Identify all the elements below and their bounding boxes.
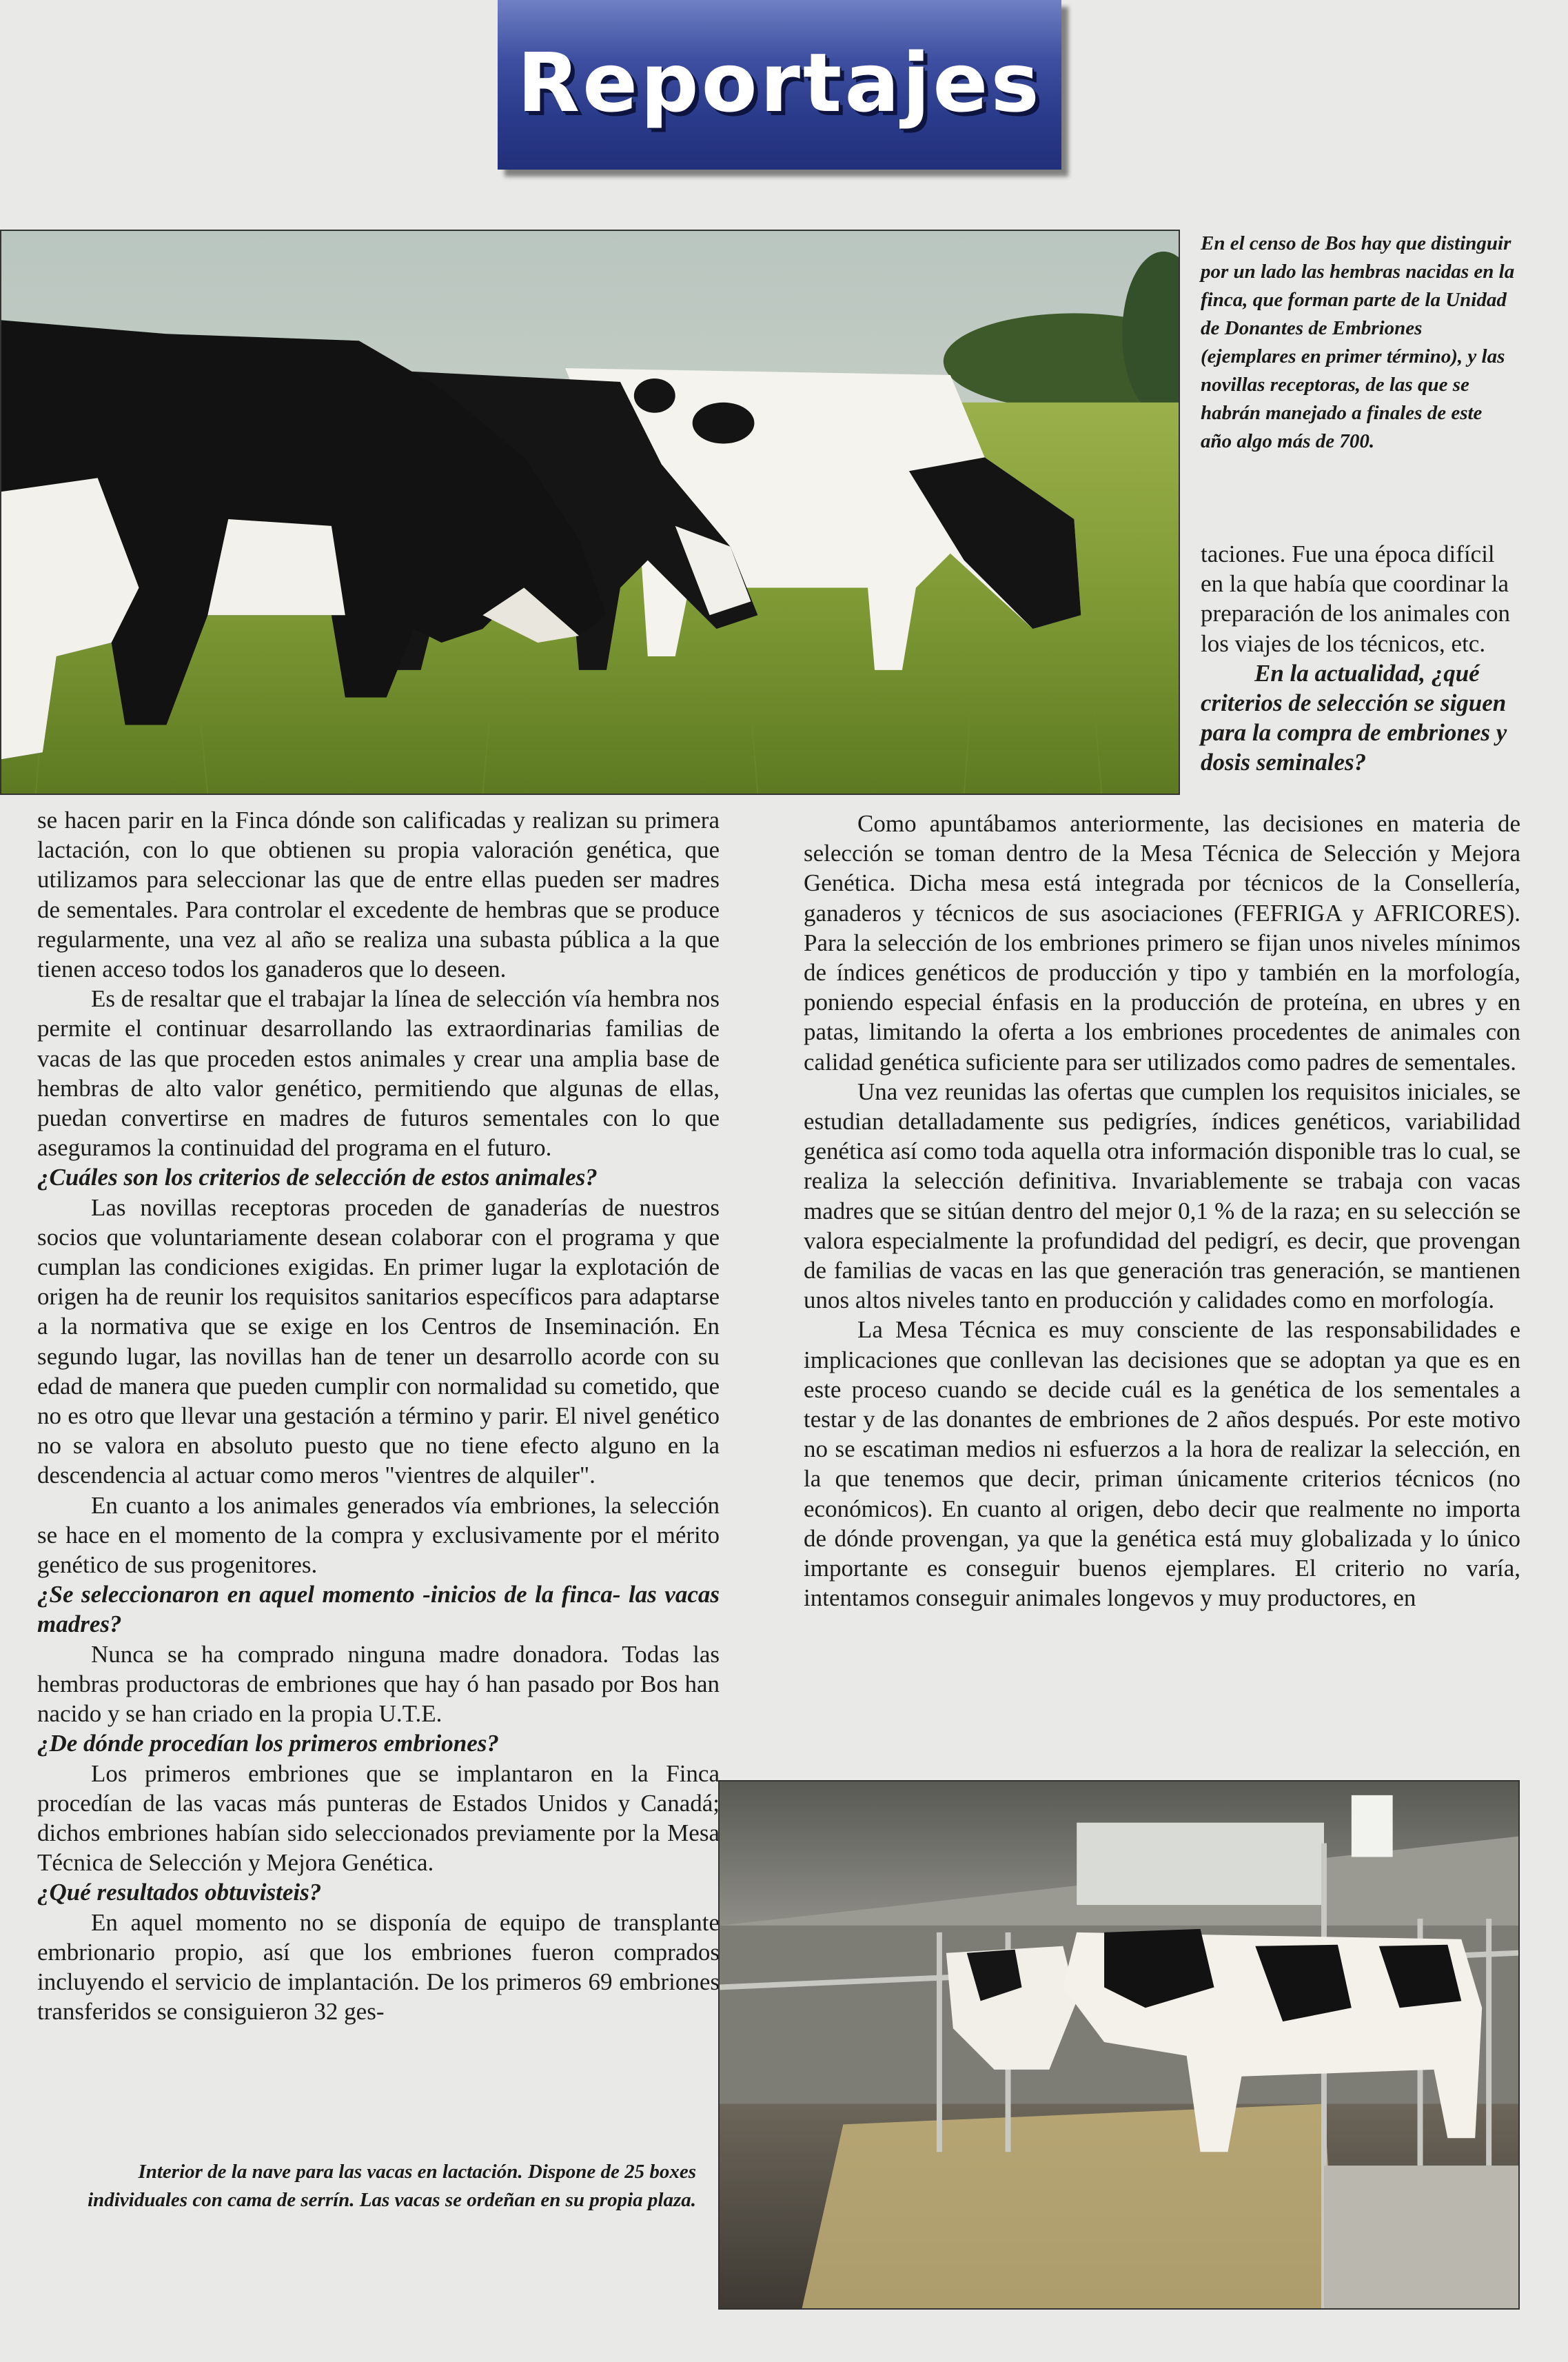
paragraph: La Mesa Técnica es muy consciente de las responsabilidades e implicaciones que conllevan las decisiones que se adoptan ya que es en este proceso cuando se decide cuál es la genética de los sementales a testar y de las donantes de embriones de 2 años después. Por este motivo no se escatiman medios ni esfuerzos a la hora de realizar la selección, en la que tenemos que decir, priman únicamente criterios técnicos (no económicos). En cuanto al origen, debo decir que realmente no importa de dónde provengan, ya que la genética está muy globalizada y lo único importante es conseguir buenos ejemplares. El criterio no varía, intentamos conseguir animales longevos y muy productores, en xyxy=(804,1316,1520,1612)
paragraph: se hacen parir en la Finca dónde son calificadas y realizan su primera lactación, con lo que obtienen su propia valoración genética, que utilizamos para seleccionar las que de entre ellas pueden ser madres de sementales. Para controlar el excedente de hembras que se produce regularmente, una vez al año se realiza una subasta pública a la que tienen acceso todos los ganaderos que lo deseen. xyxy=(37,807,720,983)
section-title: Reportajes xyxy=(517,35,1042,130)
barn-interior-photo xyxy=(718,1780,1520,2310)
paragraph: Los primeros embriones que se implantaron en la Finca procedían de las vacas más punteras de Estados Unidos y Canadá; dichos embriones habían sido seleccionados previamente por la Mesa Técnica de Selección y Mejora Genética. xyxy=(37,1759,720,1877)
cows-grazing-photo xyxy=(0,230,1180,795)
right-column xyxy=(804,809,1520,1613)
top-photo-caption: En el censo de Bos hay que distinguir por un lado las hembras nacidas en la finca, que forman parte de la Unidad de Donantes de Embriones (ejemplares en primer término), y las novillas receptoras, de las que se habrán manejado a finales de este año algo más de 700. xyxy=(1201,232,1515,452)
paragraph: En aquel momento no se disponía de equipo de transplante embrionario propio, así que los embriones fueron comprados incluyendo el servicio de implantación. De los primeros 69 embriones transferidos se consiguieron 32 ges- xyxy=(37,1908,720,2026)
paragraph: taciones. Fue una época difícil en la que había que coordinar la preparación de los animales con los viajes de los técnicos, etc. xyxy=(1201,541,1510,657)
paragraph: Como apuntábamos anteriormente, las decisiones en materia de selección se toman dentro de la Mesa Técnica de Selección y Mejora Genética. Dicha mesa está integrada por técnicos de la Consellería, ganaderos y técnicos de sus asociaciones (FEFRIGA y AFRICORES). Para la selección de los embriones primero se fijan unos niveles mínimos de índices genéticos de producción y tipo y también en la morfología, poniendo especial énfasis en la producción de proteína, en ubres y en patas, limitando la oferta a los embriones procedentes de animales con calidad genética suficiente para ser utilizados como padres de sementales. xyxy=(804,810,1520,1076)
paragraph: Las novillas receptoras proceden de ganaderías de nuestros socios que voluntariamente desean colaborar con el programa y que cumplan las condiciones exigidas. En primer lugar la explotación de origen ha de reunir los requisitos sanitarios específicos para adaptarse a la normativa que se exige en los Centros de Inseminación. En segundo lugar, las novillas han de tener un desarrollo acorde con su edad de manera que pueden cumplir con normalidad su cometido, que no es otro que llevar una gestación a término y parir. El nivel genético no se valora en absoluto puesto que no tiene efecto alguno en la descendencia al actuar como meros "vientres de alquiler". xyxy=(37,1193,720,1489)
left-column xyxy=(37,805,720,2026)
paragraph: Nunca se ha comprado ninguna madre donadora. Todas las hembras productoras de embriones que hay ó han pasado por Bos han nacido y se han criado en la propia U.T.E. xyxy=(37,1640,720,1728)
paragraph: En cuanto a los animales generados vía embriones, la selección se hace en el momento de la compra y exclusivamente por el mérito genético de sus progenitores. xyxy=(37,1491,720,1579)
interview-question: ¿Cuáles son los criterios de selección de estos animales? xyxy=(37,1164,598,1191)
interview-question: ¿Se seleccionaron en aquel momento -inicios de la finca- las vacas madres? xyxy=(37,1581,720,1638)
interview-question: En la actualidad, ¿qué criterios de selección se siguen para la compra de embriones y dosis seminales? xyxy=(1201,659,1507,776)
bottom-photo-caption: Interior de la nave para las vacas en lactación. Dispone de 25 boxes individuales con cama de serrín. Las vacas se ordeñan en su propia plaza. xyxy=(88,2161,696,2211)
interview-question: ¿Qué resultados obtuvisteis? xyxy=(37,1879,322,1906)
interview-question: ¿De dónde procedían los primeros embriones? xyxy=(37,1730,499,1757)
paragraph: Es de resaltar que el trabajar la línea de selección vía hembra nos permite el continuar desarrollando las extraordinarias familias de vacas de las que proceden estos animales y crear una amplia base de hembras de alto valor genético, permitiendo que algunas de ellas, puedan convertirse en madres de futuros sementales con lo que aseguramos la continuidad del programa en el futuro. xyxy=(37,985,720,1162)
section-banner xyxy=(498,0,1061,170)
paragraph: Una vez reunidas las ofertas que cumplen los requisitos iniciales, se estudian detalladamente sus pedigríes, índices genéticos, variabilidad genética así como toda aquella otra información disponible tras lo cual, se realiza la selección definitiva. Invariablemente se trabaja con vacas madres que se sitúan dentro del mejor 0,1 % de la raza; en su selección se valora especialmente la profundidad del pedigrí, es decir, que provengan de familias de vacas en las que generación tras generación, se mantienen unos altos niveles tanto en producción y calidades como en morfología. xyxy=(804,1078,1520,1314)
right-column-top xyxy=(1201,539,1521,778)
